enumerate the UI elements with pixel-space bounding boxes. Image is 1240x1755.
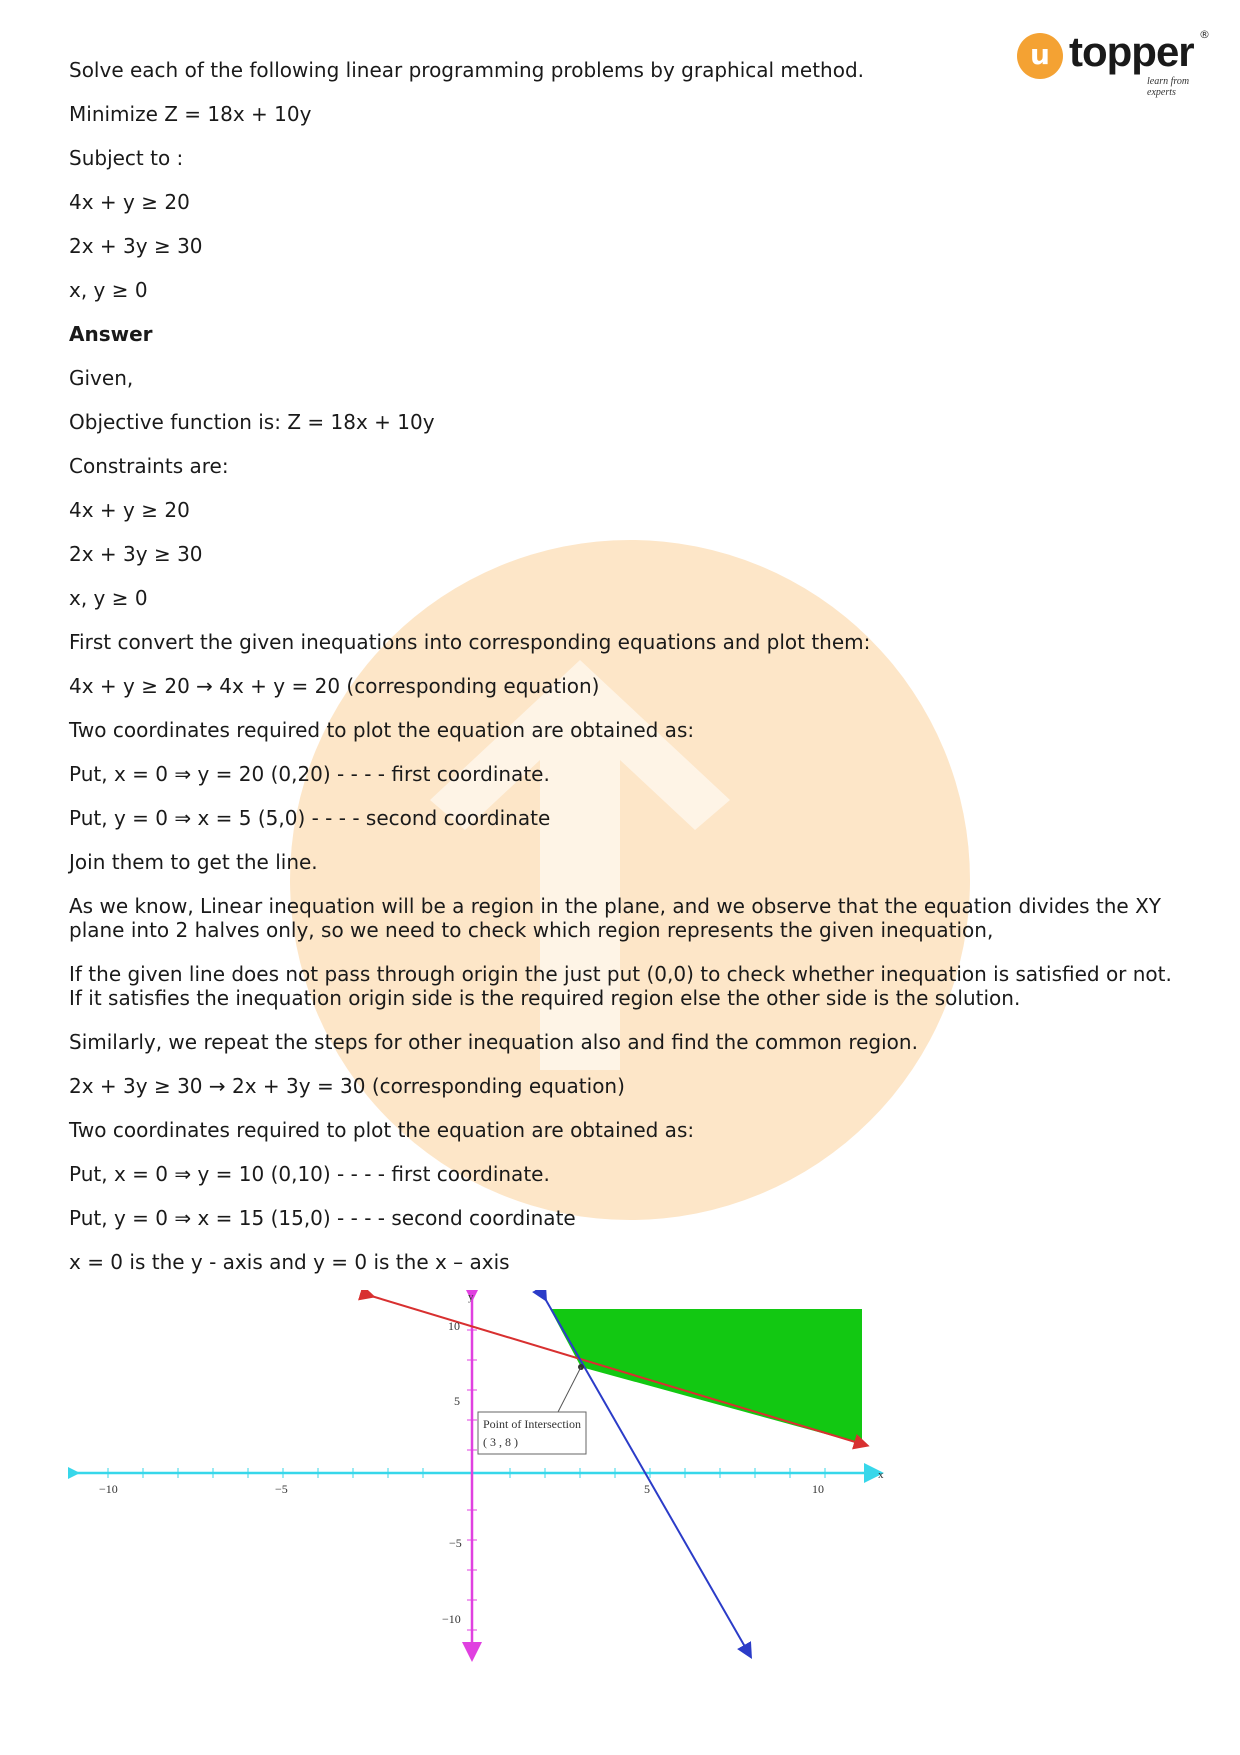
- logo-mark-icon: u: [1017, 33, 1063, 79]
- x-tick-label: 5: [644, 1482, 650, 1496]
- annotation-point: ( 3 , 8 ): [483, 1435, 518, 1449]
- constraints-label: Constraints are:: [69, 454, 229, 478]
- x-axis-label: x: [878, 1469, 884, 1481]
- y-tick-label: −5: [449, 1536, 462, 1550]
- answer-constraint-3: x, y ≥ 0: [69, 586, 148, 610]
- constraint-2: 2x + 3y ≥ 30: [69, 234, 203, 258]
- x-tick-label: −10: [99, 1482, 118, 1496]
- subject-to-label: Subject to :: [69, 146, 184, 170]
- origin-check-explanation: If the given line does not pass through origin the just put (0,0) to check whether inequation is satisfied or not. If it satisfies the inequation origin side is the required region else the other side is the solution.: [69, 962, 1172, 1010]
- constraint-nonnegativity: x, y ≥ 0: [69, 278, 148, 302]
- annotation-title: Point of Intersection: [483, 1417, 581, 1431]
- coordinates-intro-2: Two coordinates required to plot the equation are obtained as:: [69, 1118, 695, 1142]
- answer-constraint-2: 2x + 3y ≥ 30: [69, 542, 203, 566]
- convert-instruction: First convert the given inequations into corresponding equations and plot them:: [69, 630, 871, 654]
- y-tick-label: 10: [448, 1319, 460, 1333]
- coordinate-2a: Put, x = 0 ⇒ y = 10 (0,10) - - - - first coordinate.: [69, 1162, 550, 1186]
- coordinate-1a: Put, x = 0 ⇒ y = 20 (0,20) - - - - first coordinate.: [69, 762, 550, 786]
- x-tick-label: 10: [812, 1482, 824, 1496]
- constraint-1: 4x + y ≥ 20: [69, 190, 190, 214]
- answer-heading: Answer: [69, 322, 153, 346]
- axes-note: x = 0 is the y - axis and y = 0 is the x – axis: [69, 1250, 510, 1274]
- logo-registered-mark: ®: [1199, 28, 1210, 41]
- question-text: Solve each of the following linear programming problems by graphical method.: [69, 58, 865, 82]
- region-explanation: As we know, Linear inequation will be a region in the plane, and we observe that the equation divides the XY plane into 2 halves only, so we need to check which region represents the given inequation,: [69, 894, 1161, 942]
- objective-statement: Minimize Z = 18x + 10y: [69, 102, 312, 126]
- x-tick-label: −5: [275, 1482, 288, 1496]
- y-axis-label: y: [468, 1291, 474, 1303]
- y-tick-label: −10: [442, 1612, 461, 1626]
- coordinate-2b: Put, y = 0 ⇒ x = 15 (15,0) - - - - second coordinate: [69, 1206, 576, 1230]
- coordinate-1b: Put, y = 0 ⇒ x = 5 (5,0) - - - - second coordinate: [69, 806, 551, 830]
- given-label: Given,: [69, 366, 134, 390]
- y-tick-label: 5: [454, 1394, 460, 1408]
- equation-1: 4x + y ≥ 20 → 4x + y = 20 (corresponding equation): [69, 674, 600, 698]
- logo-tagline: learn from experts: [1147, 76, 1190, 98]
- annotation-leader: [558, 1367, 581, 1412]
- objective-function-text: Objective function is: Z = 18x + 10y: [69, 410, 435, 434]
- join-line-text: Join them to get the line.: [69, 850, 318, 874]
- feasible-region-graph: [68, 1290, 888, 1670]
- topper-logo[interactable]: [1017, 28, 1217, 98]
- document-body: [69, 58, 1179, 1294]
- feasible-region: [550, 1309, 862, 1444]
- repeat-steps-text: Similarly, we repeat the steps for other inequation also and find the common region.: [69, 1030, 918, 1054]
- answer-constraint-1: 4x + y ≥ 20: [69, 498, 190, 522]
- coordinates-intro-1: Two coordinates required to plot the equation are obtained as:: [69, 718, 695, 742]
- equation-2: 2x + 3y ≥ 30 → 2x + 3y = 30 (corresponding equation): [69, 1074, 625, 1098]
- logo-name: topper: [1069, 28, 1194, 75]
